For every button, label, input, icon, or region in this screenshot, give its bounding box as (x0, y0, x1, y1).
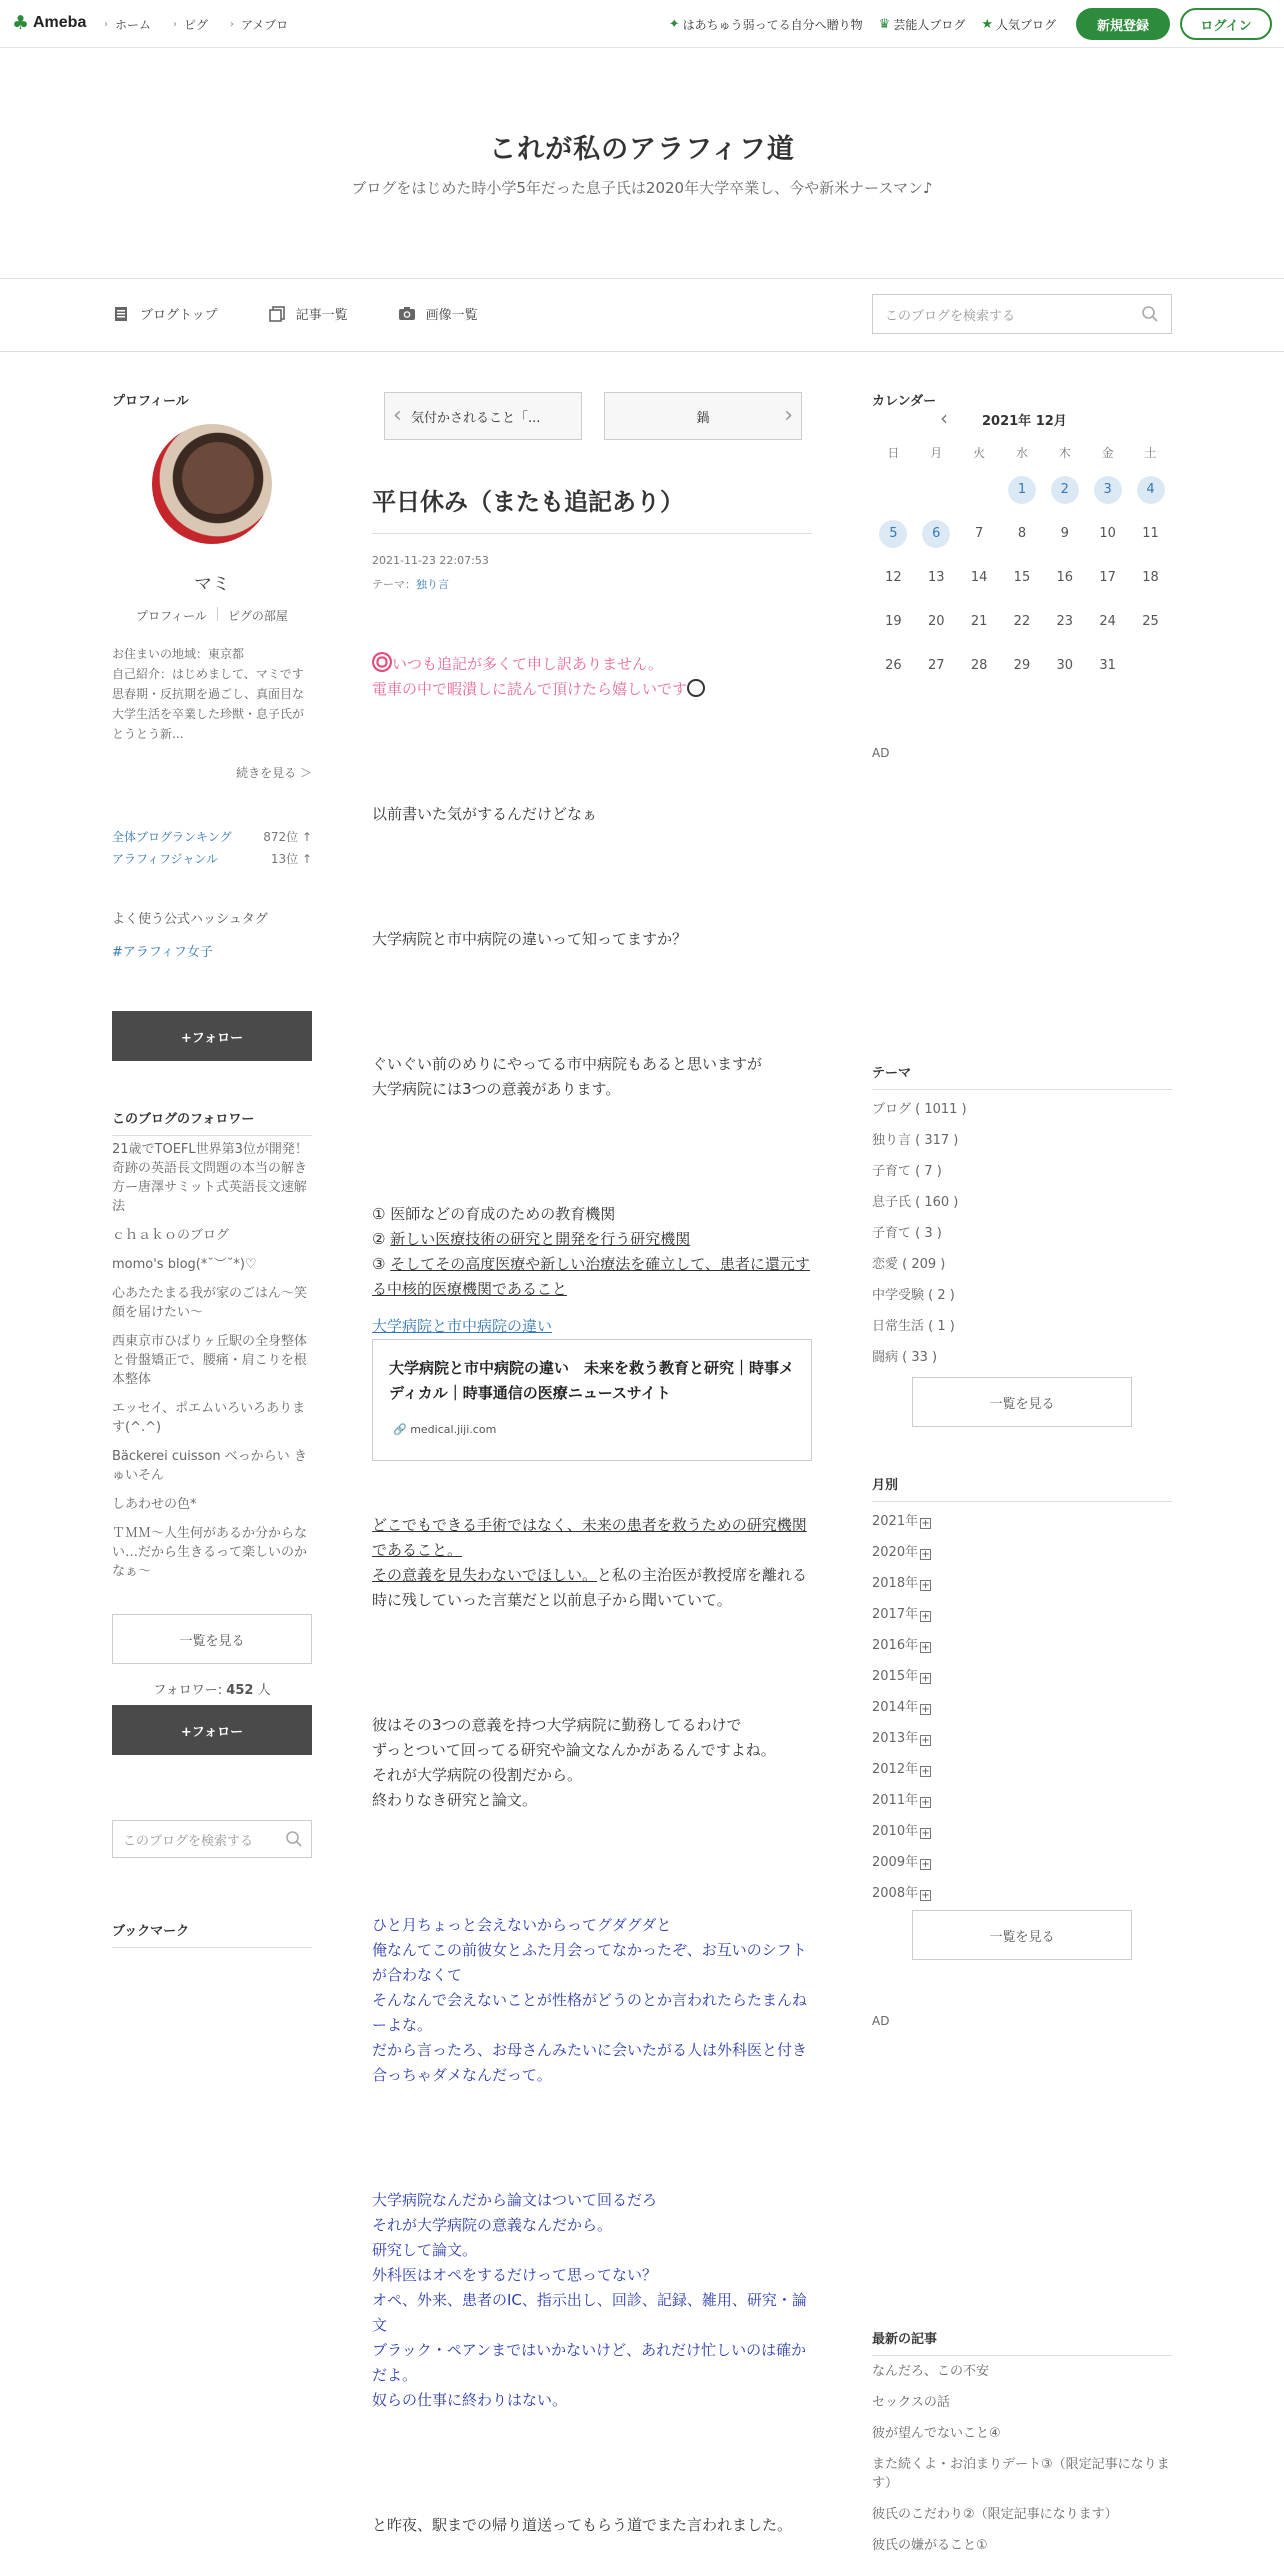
calendar-day: 15 (1013, 570, 1031, 585)
theme-item[interactable]: 独り言 ( 317 ) (872, 1133, 959, 1148)
header-right (669, 8, 1272, 40)
calendar-week (872, 556, 1172, 600)
chevron-left-icon: ‹ (393, 403, 402, 428)
paragraph: 大学病院と市中病院の違いって知ってますか？ (372, 930, 688, 948)
month-item[interactable]: 2021年 + (872, 1514, 930, 1529)
article-pager (384, 392, 802, 440)
calendar-day: 19 (885, 614, 902, 629)
month-item[interactable]: 2015年 + (872, 1669, 930, 1684)
calendar-day-cell (915, 600, 958, 644)
calendar-day-cell (872, 468, 915, 512)
follower-count: フォロワー: 452 人 (153, 1683, 271, 1698)
calendar-day-cell (1001, 512, 1044, 556)
article-date: 2021-11-23 22:07:53 (372, 554, 489, 567)
list-item: ① 医師などの育成のための教育機関 (372, 1205, 616, 1223)
calendar-day-cell (1129, 644, 1172, 688)
expand-icon[interactable]: + (921, 1890, 930, 1901)
calendar-day-cell (872, 644, 915, 688)
camera-icon (398, 305, 416, 323)
calendar-week (872, 644, 1172, 688)
calendar-table (872, 436, 1172, 688)
theme-list (872, 1094, 967, 1373)
calendar-day: 10 (1099, 526, 1116, 541)
weekday: 金 (1101, 445, 1114, 460)
calendar-day-cell (1129, 556, 1172, 600)
expand-icon[interactable]: + (921, 1642, 930, 1653)
calendar-day-cell (1086, 600, 1129, 644)
follower-item[interactable]: エッセイ、ポエムいろいろあります(^.^) (112, 1401, 306, 1435)
calendar-week (872, 468, 1172, 512)
month-item[interactable]: 2017年 + (872, 1607, 930, 1622)
tab-image-list[interactable]: 画像一覧 (398, 304, 478, 323)
quoted-speech: 大学病院なんだから論文はついて回るだろ それが大学病院の意義なんだから。 研究して論文。 外科医はオペをするだけって思ってない？ オペ、外来、患者のIC、指示出し、回診、記録、雑用、研究・論文 ブラック・ペアンまではいかないけど、あれだけ忙しいのは確かだよ。 奴らの仕事に終わりはない。 (372, 2191, 807, 2409)
weekday-row (872, 436, 1172, 468)
calendar-day[interactable]: 1 (1008, 476, 1036, 504)
theme-item[interactable]: 恋愛 ( 209 ) (872, 1257, 946, 1272)
weekday: 火 (973, 445, 986, 460)
month-item[interactable]: 2013年 + (872, 1731, 930, 1746)
article-title[interactable]: 平日休み（またも追記あり） (372, 482, 812, 534)
expand-icon[interactable]: + (921, 1735, 930, 1746)
nav-pigg[interactable]: › ピグ (173, 18, 209, 32)
weekday: 日 (887, 445, 900, 460)
chevron-right-icon: › (104, 19, 108, 30)
chevron-right-icon: › (173, 19, 178, 30)
month-item[interactable]: 2009年 + (872, 1855, 930, 1870)
expand-icon[interactable]: + (921, 1518, 930, 1529)
promo-link[interactable]: ✦ はあちゅう弱ってる自分へ贈り物 (668, 16, 863, 32)
calendar-day[interactable]: 6 (922, 520, 950, 548)
theme-item[interactable]: 子育て ( 7 ) (872, 1164, 942, 1179)
theme-item[interactable]: 日常生活 ( 1 ) (872, 1319, 955, 1334)
paragraph: 彼はその3つの意義を持つ大学病院に勤務してるわけで ずっとついて回ってる研究や論文なんかがあるんですよね。 それが大学病院の役割だから。 終わりなき研究と論文。 (372, 1716, 776, 1809)
next-article-button[interactable]: 鍋 › (604, 392, 802, 440)
profile-links (112, 607, 312, 624)
calendar-day: 11 (1142, 526, 1159, 541)
celebrity-blog-link[interactable]: ♛ 芸能人ブログ (878, 16, 966, 32)
calendar-day-cell (1043, 468, 1086, 512)
expand-icon[interactable]: + (921, 1580, 930, 1591)
pink-note: いつも追記が多くて申し訳ありません。 (372, 652, 812, 677)
calendar-days (872, 468, 1172, 688)
ranking-link[interactable]: アラフィフジャンル (112, 852, 219, 866)
expand-icon[interactable]: + (921, 1797, 930, 1808)
calendar-week (872, 512, 1172, 556)
ranking-row (112, 826, 312, 848)
paragraph: 大学病院には3つの意義があります。 (372, 1080, 621, 1098)
weekday: 月 (930, 445, 943, 460)
calendar-day: 17 (1099, 570, 1116, 585)
calendar-day: 14 (970, 570, 988, 585)
follower-list (112, 1140, 312, 1591)
recent-post-link[interactable]: セックスの話 (872, 2395, 950, 2410)
recent-post-link[interactable]: 彼氏のこだわり②（限定記事になります） (872, 2507, 1118, 2522)
calendar-day-cell (958, 468, 1001, 512)
calendar-day-cell (1086, 468, 1129, 512)
followers-title: このブログのフォロワー (112, 1108, 312, 1136)
list-item: ③ そしてその高度医療や新しい治療法を確立して、患者に還元する中核的医療機関であること (372, 1255, 810, 1298)
paragraph: と昨夜、駅までの帰り道送ってもらう道でまた言われました。 (372, 2516, 793, 2534)
calendar-day: 16 (1056, 570, 1074, 585)
calendar-day-cell (915, 468, 958, 512)
prev-article-button[interactable]: ‹ 気付かされること「... (384, 392, 582, 440)
follower-item[interactable]: 21歳でTOEFL世界第3位が開発！奇跡の英語長文問題の本当の解き方ー唐澤サミット式英語長文速解法 (112, 1142, 308, 1214)
month-item[interactable]: 2010年 + (872, 1824, 930, 1839)
link-card[interactable] (372, 1339, 812, 1461)
bookmark-title: ブックマーク (112, 1920, 312, 1948)
calendar-day: 8 (1017, 526, 1027, 541)
calendar-day: 12 (885, 570, 902, 585)
hashtag-title: よく使う公式ハッシュタグ (112, 912, 268, 927)
avatar[interactable] (152, 424, 272, 544)
expand-icon[interactable]: + (921, 1611, 930, 1622)
tab-blog-top[interactable]: ブログトップ (112, 304, 218, 323)
calendar-day-cell (1001, 644, 1044, 688)
calendar-day-cell (915, 644, 958, 688)
calendar-day[interactable]: 2 (1051, 476, 1079, 504)
follow-button-2[interactable]: +フォロー (112, 1705, 312, 1755)
recent-posts-list (872, 2362, 1172, 2567)
ranking-link[interactable]: 全体ブログランキング (112, 830, 232, 844)
ranking-value: 872位 ↑ (263, 830, 312, 844)
calendar-day-cell (872, 556, 915, 600)
read-more-link[interactable]: 続きを見る ＞ (236, 766, 312, 780)
document-icon (112, 305, 130, 323)
calendar-day: 26 (885, 658, 902, 673)
profile-name[interactable]: マミ (194, 574, 230, 595)
link-icon: 🔗 (393, 1423, 407, 1436)
chevron-left-icon[interactable]: ‹ (940, 406, 948, 430)
followers-see-all-button[interactable]: 一覧を見る (112, 1614, 312, 1664)
blog-search-input[interactable]: このブログを検索する (872, 294, 1172, 334)
blog-nav (0, 280, 1284, 352)
calendar-day-cell (1129, 468, 1172, 512)
calendar-day-cell (1043, 600, 1086, 644)
weekday: 土 (1144, 445, 1157, 460)
calendar-day: 30 (1056, 658, 1074, 673)
article-theme: テーマ：独り言 (372, 578, 449, 591)
calendar-week (872, 600, 1172, 644)
ad-label: AD (872, 2014, 890, 2028)
sparkle-icon: ✦ (668, 16, 680, 32)
tab-article-list[interactable]: 記事一覧 (268, 304, 348, 323)
paragraph: どこでもできる手術ではなく、未来の患者を救うための研究機関であること。 その意義を見失わないでほしい。と私の主治医が教授席を離れる時に残していった言葉だと以前息子から聞いていて。 (372, 1516, 808, 1609)
pink-note: 電車の中で暇潰しに読んで頂けたら嬉しいです (372, 677, 812, 702)
follower-item[interactable]: 心あたたまる我が家のごはん〜笑顔を届けたい〜 (112, 1286, 308, 1320)
search-icon[interactable] (1141, 305, 1159, 327)
profile-title: プロフィール (112, 394, 189, 409)
theme-link[interactable]: 独り言 (416, 578, 449, 591)
divider (217, 607, 218, 621)
quoted-speech: ひと月ちょっと会えないからってグダグダと 俺なんてこの前彼女とふた月会ってなかったぞ、お互いのシフトが合わなくて そんなんで会えないことが性格がどうのとか言われたらたまんねーよな。 だから言ったろ、お母さんみたいに会いたがる人は外科医と付き合っちゃダメなんだって。 (372, 1916, 808, 2084)
calendar-day: 20 (927, 614, 945, 629)
follower-item[interactable]: momo's blog(*˘︶˘*)♡ (112, 1257, 257, 1272)
ameba-logo[interactable] (12, 12, 86, 34)
global-nav (104, 16, 310, 33)
month-item[interactable]: 2008年 + (872, 1886, 930, 1901)
calendar-day-cell (958, 512, 1001, 556)
month-item[interactable]: 2014年 + (872, 1700, 930, 1715)
crown-icon: ♛ (878, 16, 891, 32)
expand-icon[interactable]: + (921, 1828, 930, 1839)
month-item[interactable]: 2018年 + (872, 1576, 930, 1591)
month-list (872, 1506, 931, 1909)
calendar-month: 2021年 12月 (982, 414, 1067, 429)
smile-emoji-icon (687, 679, 705, 697)
profile-intro: お住まいの地域：東京都 自己紹介：はじめまして、マミです 思春期・反抗期を過ごし、真面目な大学生活を卒業した珍獣・息子氏がとうとう新... (112, 647, 305, 741)
month-item[interactable]: 2011年 + (872, 1793, 930, 1808)
calendar-day-cell (958, 600, 1001, 644)
themes-see-all-button[interactable]: 一覧を見る (912, 1377, 1132, 1427)
calendar-day-cell (1086, 512, 1129, 556)
calendar-day-cell (958, 644, 1001, 688)
calendar-day[interactable]: 5 (879, 520, 907, 548)
theme-item[interactable]: 中学受験 ( 2 ) (872, 1288, 955, 1303)
calendar-day-cell (1129, 600, 1172, 644)
star-icon: ★ (981, 16, 993, 32)
months-see-all-button[interactable]: 一覧を見る (912, 1910, 1132, 1960)
calendar-day-cell (1043, 556, 1086, 600)
calendar-day-cell (872, 600, 915, 644)
calendar-day[interactable]: 4 (1137, 476, 1165, 504)
calendar-day-cell (915, 512, 958, 556)
calendar-day: 9 (1060, 526, 1069, 541)
paragraph: 以前書いた気がするんだけどなぁ (372, 805, 598, 823)
chevron-right-icon: › (230, 19, 235, 30)
theme-title: テーマ (872, 1062, 1172, 1090)
weekday: 水 (1015, 445, 1028, 460)
calendar-day: 23 (1056, 614, 1074, 629)
article-body (372, 652, 812, 2538)
hashtag-link[interactable]: #アラフィフ女子 (112, 945, 213, 960)
calendar-day-cell (1086, 644, 1129, 688)
calendar-day-cell (1001, 556, 1044, 600)
ad-label: AD (872, 746, 890, 760)
recent-posts-title: 最新の記事 (872, 2328, 1172, 2356)
sidebar-search-input[interactable]: このブログを検索する (112, 1820, 312, 1858)
recent-post-link[interactable]: なんだろ、この不安 (872, 2364, 990, 2379)
expand-icon[interactable]: + (921, 1704, 930, 1715)
blog-tabs (112, 304, 528, 323)
nav-home[interactable]: › ホーム (104, 18, 152, 32)
paragraph: ぐいぐい前のめりにやってる市中病院もあると思いますが (372, 1055, 763, 1073)
month-item[interactable]: 2020年 + (872, 1545, 930, 1560)
calendar-day-cell (915, 556, 958, 600)
ranking (112, 826, 312, 870)
link-card-title: 大学病院と市中病院の違い 未来を救う教育と研究｜時事メディカル｜時事通信の医療ニュースサイト (389, 1359, 795, 1402)
follower-item[interactable]: Bäckerei cuisson べっからい きゅいそん (112, 1449, 307, 1483)
calendar-day: 7 (974, 526, 984, 541)
blog-title[interactable]: これが私のアラフィフ道 (489, 134, 795, 165)
follower-item[interactable]: 西東京市ひばりヶ丘駅の全身整体と骨盤矯正で、腰痛・肩こりを根本整体 (112, 1334, 308, 1387)
blog-description: ブログをはじめた時小学5年だった息子氏は2020年大学卒業し、今や新米ナースマン♪ (351, 179, 933, 197)
popular-blog-link[interactable]: ★ 人気ブログ (981, 16, 1056, 32)
expand-icon[interactable]: + (921, 1859, 930, 1870)
calendar-day: 31 (1099, 658, 1116, 673)
article-link: 大学病院と市中病院の違い (372, 1317, 553, 1335)
global-header (0, 0, 1284, 48)
calendar-day-cell (1043, 644, 1086, 688)
ranking-row (112, 848, 312, 870)
recent-post-link[interactable]: また続くよ・お泊まりデート③（限定記事になります） (872, 2457, 1170, 2491)
calendar-day: 22 (1013, 614, 1031, 629)
calendar-day-cell (1001, 600, 1044, 644)
nav-ameblo[interactable]: › アメブロ (230, 18, 289, 32)
chevron-right-icon: › (784, 403, 793, 428)
follow-button[interactable]: +フォロー (112, 1011, 312, 1061)
calendar-day-cell (1001, 468, 1044, 512)
month-item[interactable]: 2012年 + (872, 1762, 930, 1777)
theme-item[interactable]: 子育て ( 3 ) (872, 1226, 942, 1241)
pig-room-link[interactable]: ピグの部屋 (227, 609, 288, 623)
calendar-day-cell (1086, 556, 1129, 600)
calendar-day-cell (958, 556, 1001, 600)
calendar-day: 25 (1142, 614, 1159, 629)
expand-icon[interactable]: + (921, 1766, 930, 1777)
ameba-logo-icon: ♣ (12, 12, 30, 34)
calendar-day-cell (1129, 512, 1172, 556)
expand-icon[interactable]: + (921, 1673, 930, 1684)
weekday: 木 (1058, 445, 1071, 460)
search-icon[interactable] (285, 1830, 303, 1852)
calendar-day[interactable]: 3 (1094, 476, 1122, 504)
blog-header (0, 49, 1284, 279)
calendar-day: 29 (1013, 658, 1031, 673)
signup-button[interactable]: 新規登録 (1076, 8, 1170, 40)
month-item[interactable]: 2016年 + (872, 1638, 930, 1653)
profile-link[interactable]: プロフィール (136, 609, 207, 623)
calendar-day: 13 (927, 570, 945, 585)
list-item: ② 新しい医療技術の研究と開発を行う研究機関 (372, 1230, 691, 1248)
calendar-day: 21 (970, 614, 988, 629)
monthly-title: 月別 (872, 1474, 1172, 1502)
calendar-title: カレンダー (872, 394, 937, 409)
link-card-url: 🔗 medical.jiji.com (393, 1423, 497, 1436)
follower-item[interactable]: ＴＭＭ～人生何があるか分からない…だから生きるって楽しいのかなぁ～ (112, 1526, 308, 1579)
recent-post-link[interactable]: 彼が望んでないこと④ (872, 2426, 1001, 2441)
ameba-logo-text: Ameba (33, 14, 87, 31)
calendar-day: 27 (927, 658, 945, 673)
calendar-day-cell (872, 512, 915, 556)
theme-item[interactable]: 息子氏 ( 160 ) (872, 1195, 959, 1210)
expand-icon[interactable]: + (921, 1549, 930, 1560)
calendar-day-cell (1043, 512, 1086, 556)
recent-post-link[interactable]: 彼氏の嫌がること① (872, 2538, 988, 2553)
theme-item[interactable]: 闘病 ( 33 ) (872, 1350, 938, 1365)
calendar-day: 18 (1142, 570, 1159, 585)
ranking-value: 13位 ↑ (270, 852, 312, 866)
theme-item[interactable]: ブログ ( 1011 ) (872, 1102, 967, 1117)
calendar-day: 28 (970, 658, 988, 673)
swirl-icon (372, 652, 392, 672)
follower-item[interactable]: しあわせの色* (112, 1497, 197, 1512)
follower-item[interactable]: ｃｈａｋｏのブログ (112, 1228, 230, 1243)
calendar-day: 24 (1099, 614, 1116, 629)
login-button[interactable]: ログイン (1180, 8, 1272, 40)
copy-icon (268, 305, 286, 323)
